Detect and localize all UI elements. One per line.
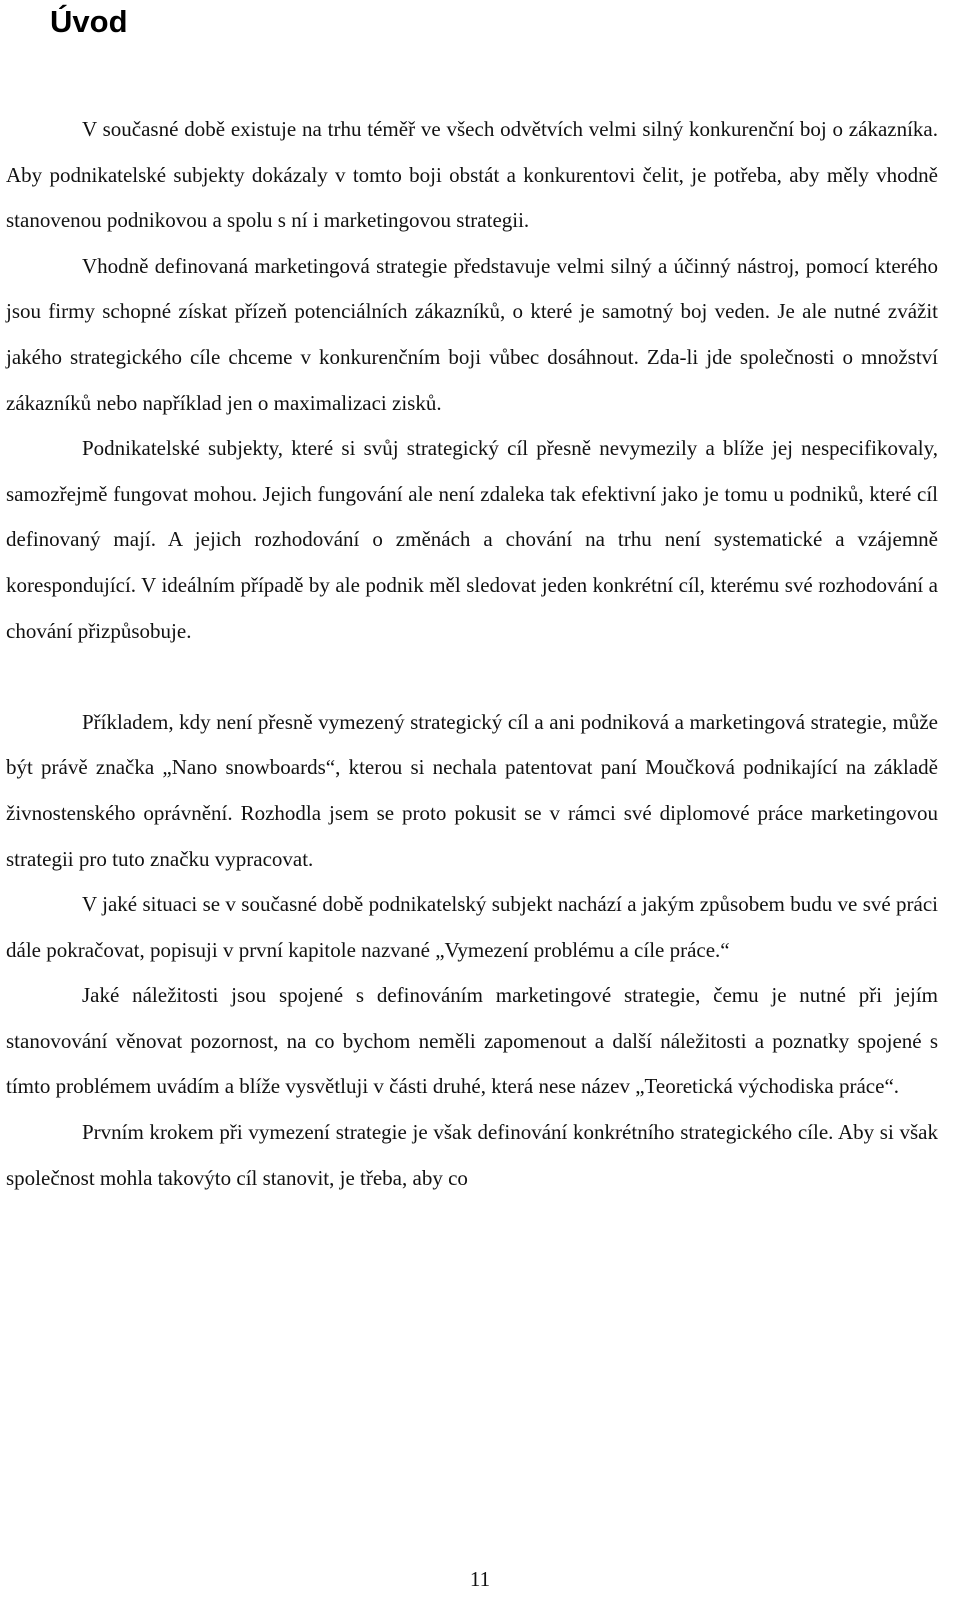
paragraph-intro: V současné době existuje na trhu téměř ve všech odvětvích velmi silný konkurenční boj o zákazníka. Aby podnikatelské subjekty dokázaly v tomto boji obstát a konkurentovi čelit, je potřeba, aby měly vhodně stanovenou podnikovou a spolu s ní i marketingovou strategii. <box>6 117 938 233</box>
paragraph-first-chapter: V jaké situaci se v současné době podnikatelský subjekt nachází a jakým způsobem budu ve své práci dále pokračovat, popisuji v první kapitole nazvané „Vymezení problému a cíle práce.“ <box>6 892 938 962</box>
paragraph-second-chapter: Jaké náležitosti jsou spojené s definováním marketingové strategie, čemu je nutné při jejím stanovování věnovat pozornost, na co bychom neměli zapomenout a další náležitosti a poznatky spojené s tímto problémem uvádím a blíže vysvětluji v části druhé, která nese název „Teoretická východiska práce“. <box>6 983 938 1099</box>
paragraph-strategy-definition: Vhodně definovaná marketingová strategie představuje velmi silný a účinný nástroj, pomocí kterého jsou firmy schopné získat přízeň potenciálních zákazníků, o které je samotný boj veden. Je ale nutné zvážit jakého strategického cíle chceme v konkurenčním boji vůbec dosáhnout. Zda-li jde společnosti o množství zákazníků nebo například jen o maximalizaci zisků. <box>6 253 938 415</box>
paragraph-undefined-goals: Podnikatelské subjekty, které si svůj strategický cíl přesně nevymezily a blíže jej nespecifikovaly, samozřejmě fungovat mohou. Jejich fungování ale není zdaleka tak efektivní jako je tomu u podniků, které cíl definovaný mají. A jejich rozhodování o změnách a chování na trhu není systematické a vzájemně korespondující. V ideálním případě by ale podnik měl sledovat jeden konkrétní cíl, kterému své rozhodování a chování přizpůsobuje. <box>6 436 938 643</box>
page-number: 11 <box>469 1567 491 1591</box>
body-text <box>6 107 938 1201</box>
paragraph-nano-snowboards: Příkladem, kdy není přesně vymezený strategický cíl a ani podniková a marketingová strategie, může být právě značka „Nano snowboards“, kterou si nechala patentovat paní Moučková podnikající na základě živnostenského oprávnění. Rozhodla jsem se proto pokusit se v rámci své diplomové práce marketingovou strategii pro tuto značku vypracovat. <box>6 709 938 871</box>
section-heading: Úvod <box>50 4 128 39</box>
paragraph-first-step: Prvním krokem při vymezení strategie je však definování konkrétního strategického cíle. Aby si však společnost mohla takovýto cíl stanovit, je třeba, aby co <box>6 1120 938 1190</box>
